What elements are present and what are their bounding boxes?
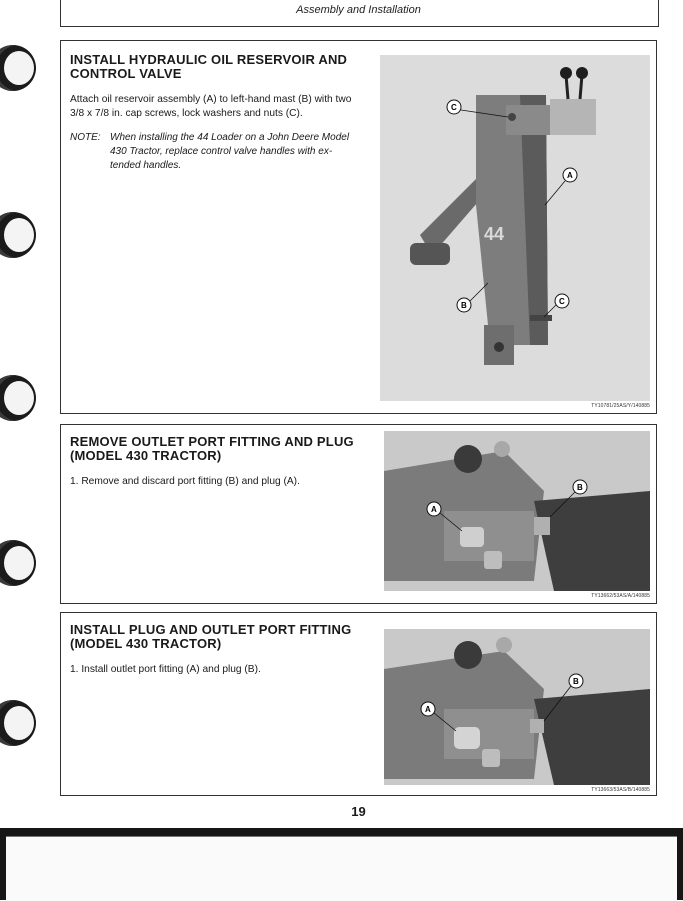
svg-text:A: A — [431, 505, 437, 514]
section-install-reservoir — [60, 40, 657, 414]
note-text: When installing the 44 Loader on a John Deere Model 430 Tractor, replace control valve handles with ex- tended handles. — [110, 132, 350, 171]
binder-hole — [0, 375, 36, 421]
svg-text:C: C — [559, 297, 565, 306]
running-head: Assembly and Installation — [296, 4, 421, 16]
photo-caption: TY10781/25AS/Y/140885 — [591, 403, 650, 409]
next-page-edge — [6, 836, 677, 901]
page-number: 19 — [351, 804, 366, 819]
section-title: INSTALL PLUG AND OUTLET PORT FITTING (MODEL 430 TRACTOR) — [70, 622, 352, 651]
step-text: 1. Remove and discard port fitting (B) and plug (A). — [70, 476, 300, 487]
reservoir-photo — [380, 55, 650, 401]
svg-text:A: A — [425, 705, 431, 714]
section-remove-fitting — [60, 424, 657, 604]
svg-text:B: B — [577, 483, 583, 492]
photo-caption: TY13663/53AS/B/140885 — [591, 787, 650, 793]
photo-caption: TY13662/53AS/A/140885 — [591, 593, 650, 599]
body-text: Attach oil reservoir assembly (A) to left-hand mast (B) with two 3/8 x 7/8 in. cap screws, lock washers and nuts (C). — [70, 94, 352, 119]
binder-hole — [0, 45, 36, 91]
svg-text:A: A — [567, 171, 573, 180]
binder-hole — [0, 540, 36, 586]
note-label: NOTE: — [70, 132, 101, 143]
svg-text:C: C — [451, 103, 457, 112]
binder-hole — [0, 212, 36, 258]
binder-hole — [0, 700, 36, 746]
svg-text:B: B — [573, 677, 579, 686]
install-plug-photo — [384, 629, 650, 785]
step-text: 1. Install outlet port fitting (A) and plug (B). — [70, 664, 261, 675]
note — [70, 131, 370, 173]
mast-decal: 44 — [484, 224, 505, 244]
section-title: INSTALL HYDRAULIC OIL RESERVOIR AND CONTROL VALVE — [70, 52, 348, 81]
remove-fitting-photo — [384, 431, 650, 591]
svg-text:B: B — [461, 301, 467, 310]
section-install-plug — [60, 612, 657, 796]
section-title: REMOVE OUTLET PORT FITTING AND PLUG (MODEL 430 TRACTOR) — [70, 434, 354, 463]
